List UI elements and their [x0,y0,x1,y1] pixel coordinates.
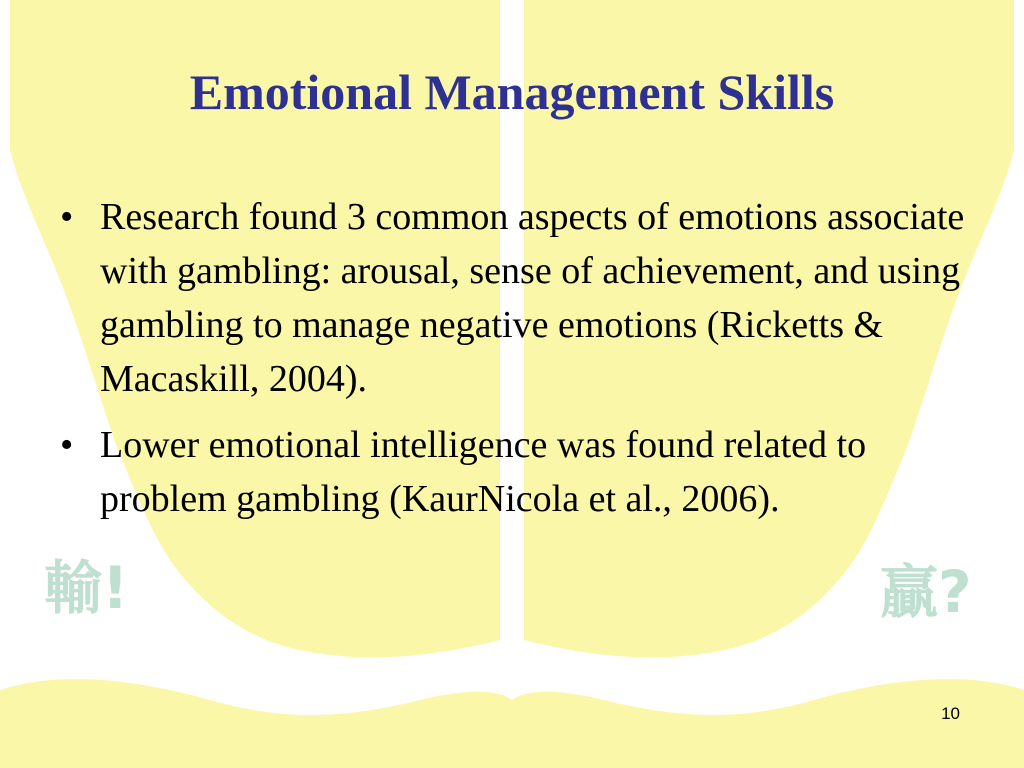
goblet-base-shape [0,679,1024,768]
bullet-text: Research found 3 common aspects of emotions associate with gambling: arousal, sense of achievement, and using gambling to manage negative emotions (Ricketts & Macaskill, 2004). [100,196,965,400]
watermark-left-text: 輸! [44,554,129,622]
bullet-list [56,190,976,538]
bullet-item [56,190,976,406]
slide-number: 10 [941,704,960,723]
watermark-right-text: 贏? [880,558,972,626]
slide-title: Emotional Management Skills [189,64,835,120]
bullet-mark: • [60,196,74,238]
bullet-mark: • [60,424,74,466]
bullet-item [56,418,976,526]
bullet-text: Lower emotional intelligence was found related to problem gambling (KaurNicola et al., 2006). [100,424,867,520]
